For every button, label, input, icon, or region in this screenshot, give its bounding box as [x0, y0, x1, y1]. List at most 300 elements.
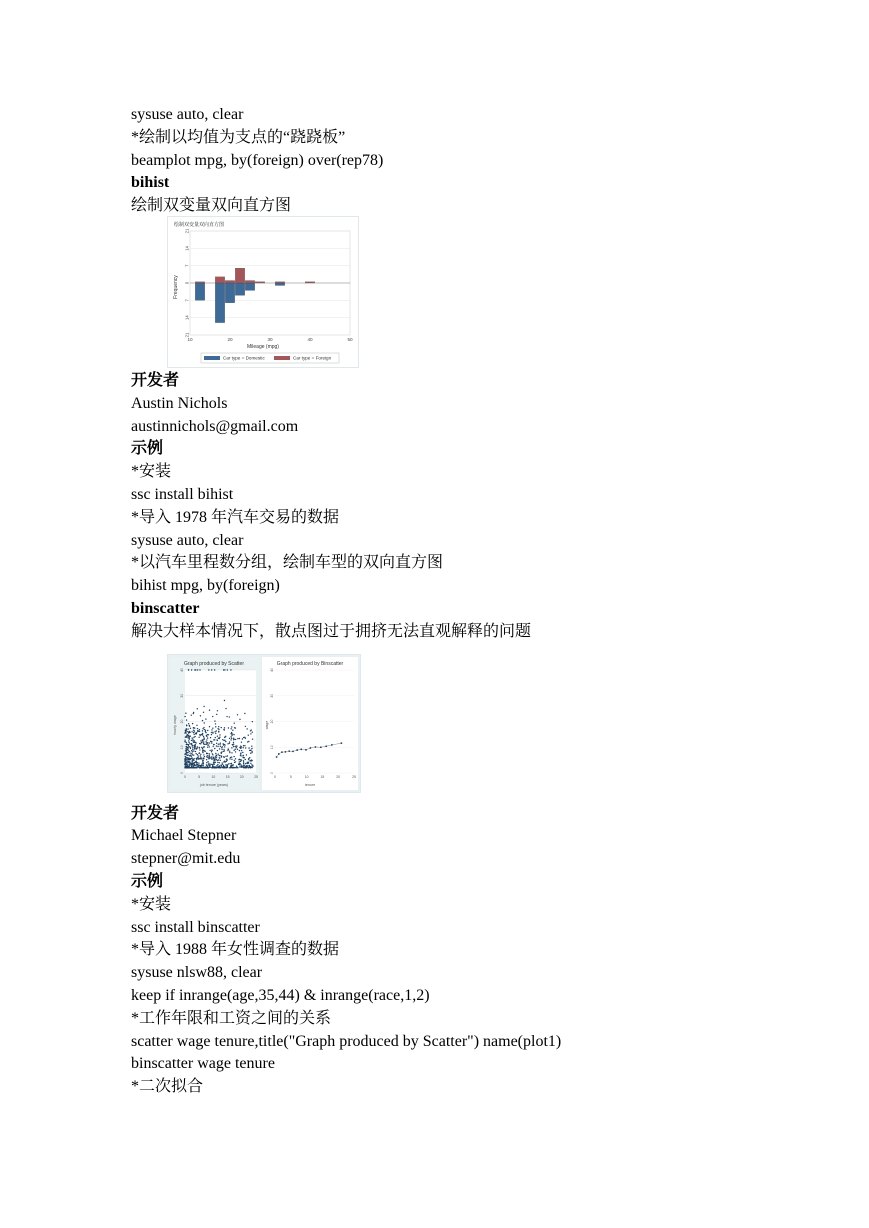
scatter-point [235, 748, 236, 749]
scatter-point [216, 739, 217, 740]
scatter-point [236, 745, 237, 746]
scatter-point [205, 732, 206, 733]
scatter-point [224, 727, 225, 728]
scatter-point [185, 758, 186, 759]
scatter-point [221, 755, 222, 756]
scatter-point [191, 752, 192, 753]
bar-domestic [275, 283, 285, 285]
scatter-point [189, 724, 190, 725]
scatter-point [232, 729, 233, 730]
scatter-point [203, 760, 204, 761]
scatter-point [209, 764, 210, 765]
scatter-point [246, 728, 247, 729]
scatter-point [204, 743, 205, 744]
scatter-point [199, 758, 200, 759]
scatter-point [188, 750, 189, 751]
scatter-point [215, 723, 216, 724]
scatter-point [244, 712, 245, 713]
scatter-point [207, 737, 208, 738]
scatter-point [200, 735, 201, 736]
scatter-point [233, 737, 234, 738]
scatter-point [237, 714, 238, 715]
example-line: *工作年限和工资之间的关系 [131, 1009, 332, 1027]
text-line: sysuse auto, clear [131, 106, 244, 123]
scatter-point [242, 738, 243, 739]
scatter-point [236, 747, 237, 748]
scatter-point [215, 732, 216, 733]
scatter-point [206, 764, 207, 765]
example-label: 示例 [131, 440, 164, 458]
scatter-point [231, 747, 232, 748]
scatter-point [193, 750, 194, 751]
scatter-point [192, 761, 193, 762]
scatter-point [191, 750, 192, 751]
scatter-point [220, 767, 221, 768]
scatter-point [229, 737, 230, 738]
bar-domestic [225, 283, 235, 303]
scatter-point [194, 745, 195, 746]
scatter-point [186, 725, 187, 726]
scatter-point [229, 742, 230, 743]
scatter-point [249, 766, 250, 767]
scatter-point [214, 669, 215, 670]
scatter-point [186, 750, 187, 751]
scatter-point [231, 762, 232, 763]
scatter-point [217, 749, 218, 750]
scatter-point [224, 746, 225, 747]
binscatter-point [296, 749, 298, 751]
example-line: sysuse nlsw88, clear [131, 964, 263, 982]
scatter-point [210, 740, 211, 741]
scatter-point [209, 756, 210, 757]
scatter-point [221, 762, 222, 763]
scatter-point [211, 731, 212, 732]
scatter-point [224, 669, 225, 670]
scatter-point [207, 755, 208, 756]
scatter-point [195, 764, 196, 765]
scatter-point [202, 739, 203, 740]
scatter-point [223, 748, 224, 749]
scatter-point [219, 734, 220, 735]
scatter-point [213, 743, 214, 744]
scatter-point [198, 765, 199, 766]
bar-domestic [195, 283, 205, 300]
scatter-point [199, 669, 200, 670]
scatter-point [219, 737, 220, 738]
scatter-point [203, 741, 204, 742]
scatter-point [229, 767, 230, 768]
x-tick-label: 10 [187, 336, 193, 342]
scatter-point [233, 755, 234, 756]
scatter-point [203, 726, 204, 727]
scatter-point [188, 741, 189, 742]
left-chart-title: Graph produced by Scatter [183, 660, 245, 667]
scatter-point [228, 748, 229, 749]
scatter-point [211, 733, 212, 734]
scatter-point [209, 726, 210, 727]
scatter-point [200, 740, 201, 741]
scatter-point [195, 767, 196, 768]
section-heading: bihist [131, 174, 170, 192]
scatter-point [225, 761, 226, 762]
scatter-point [184, 760, 185, 761]
scatter-point [239, 758, 240, 759]
scatter-point [232, 767, 233, 768]
scatter-point [188, 743, 189, 744]
scatter-point [230, 728, 231, 729]
scatter-point [233, 734, 234, 735]
y-tick-label: 0 [180, 771, 185, 774]
scatter-point [185, 736, 186, 737]
scatter-point [217, 759, 218, 760]
scatter-point [184, 739, 185, 740]
scatter-point [194, 733, 195, 734]
binscatter-point [331, 744, 333, 746]
y-tick-label: 7 [184, 264, 190, 267]
scatter-point [198, 758, 199, 759]
y-tick-label: 21 [184, 332, 190, 338]
legend [201, 353, 339, 363]
legend-swatch-foreign [274, 356, 290, 360]
scatter-point [218, 753, 219, 754]
scatter-point [211, 758, 212, 759]
scatter-point [187, 733, 188, 734]
scatter-point [212, 732, 213, 733]
scatter-point [186, 735, 187, 736]
scatter-point [192, 738, 193, 739]
scatter-point [229, 763, 230, 764]
scatter-point [243, 761, 244, 762]
scatter-point [208, 669, 209, 670]
example-line: *导入 1978 年汽车交易的数据 [131, 508, 340, 526]
scatter-point [240, 752, 241, 753]
scatter-point [206, 752, 207, 753]
scatter-point [198, 746, 199, 747]
scatter-point [214, 762, 215, 763]
scatter-point [222, 743, 223, 744]
scatter-point [209, 749, 210, 750]
scatter-point [233, 749, 234, 750]
scatter-point [218, 743, 219, 744]
scatter-point [191, 742, 192, 743]
scatter-point [241, 741, 242, 742]
scatter-point [193, 736, 194, 737]
scatter-point [245, 747, 246, 748]
scatter-point [219, 736, 220, 737]
scatter-point [197, 728, 198, 729]
scatter-point [220, 765, 221, 766]
bar-domestic [235, 283, 245, 295]
scatter-point [208, 766, 209, 767]
y-tick-label: 0 [184, 281, 190, 285]
y-tick-label: 7 [184, 299, 190, 302]
scatter-point [196, 757, 197, 758]
scatter-point [203, 735, 204, 736]
scatter-point [225, 740, 226, 741]
scatter-point [223, 669, 224, 670]
scatter-point [206, 739, 207, 740]
scatter-point [220, 745, 221, 746]
scatter-point [226, 767, 227, 768]
scatter-point [231, 756, 232, 757]
example-line: ssc install bihist [131, 485, 234, 503]
binscatter-point [300, 748, 302, 750]
scatter-point [197, 754, 198, 755]
scatter-point [204, 722, 205, 723]
scatter-point [237, 748, 238, 749]
left-y-axis-label: hourly wage [173, 714, 177, 735]
scatter-point [227, 669, 228, 670]
scatter-point [204, 755, 205, 756]
x-tick-label: 5 [198, 774, 201, 779]
scatter-point [211, 740, 212, 741]
scatter-point [193, 711, 194, 712]
scatter-point [187, 748, 188, 749]
scatter-point [205, 718, 206, 719]
scatter-point [185, 731, 186, 732]
scatter-point [198, 762, 199, 763]
bar-foreign [215, 277, 225, 283]
scatter-point [245, 762, 246, 763]
scatter-point [205, 766, 206, 767]
scatter-point [218, 728, 219, 729]
scatter-point [226, 715, 227, 716]
left-x-axis-label: job tenure (years) [199, 782, 229, 787]
scatter-point [211, 729, 212, 730]
scatter-point [244, 745, 245, 746]
scatter-point [203, 711, 204, 712]
scatter-point [223, 764, 224, 765]
scatter-point [205, 729, 206, 730]
x-tick-label: 0 [274, 774, 276, 779]
binscatter-point [281, 751, 283, 753]
scatter-point [209, 742, 210, 743]
scatter-point [194, 735, 195, 736]
example-line: *安装 [131, 895, 172, 913]
scatter-point [229, 716, 230, 717]
scatter-point [216, 745, 217, 746]
scatter-point [250, 762, 251, 763]
scatter-point [235, 738, 236, 739]
scatter-point [189, 764, 190, 765]
scatter-point [206, 743, 207, 744]
example-line: binscatter wage tenure [131, 1055, 275, 1073]
scatter-point [230, 669, 231, 670]
scatter-point [222, 739, 223, 740]
scatter-point [219, 743, 220, 744]
scatter-point [246, 766, 247, 767]
scatter-point [224, 744, 225, 745]
scatter-point [239, 761, 240, 762]
binscatter-point [285, 751, 287, 753]
legend-label-domestic: Car type = Domestic [223, 355, 265, 361]
scatter-point [189, 755, 190, 756]
scatter-point [197, 730, 198, 731]
scatter-point [212, 757, 213, 758]
bar-foreign [235, 268, 245, 283]
scatter-point [220, 759, 221, 760]
scatter-point [188, 740, 189, 741]
scatter-point [233, 764, 234, 765]
scatter-point [226, 764, 227, 765]
text-line: beamplot mpg, by(foreign) over(rep78) [131, 151, 384, 169]
scatter-point [184, 715, 185, 716]
scatter-point [233, 741, 234, 742]
scatter-point [234, 761, 235, 762]
scatter-point [188, 766, 189, 767]
scatter-point [201, 741, 202, 742]
scatter-point [196, 758, 197, 759]
scatter-point [203, 758, 204, 759]
scatter-point [207, 756, 208, 757]
scatter-point [250, 733, 251, 734]
example-line: *导入 1988 年女性调查的数据 [131, 941, 340, 959]
scatter-point [227, 743, 228, 744]
scatter-point [192, 740, 193, 741]
binscatter-point [288, 750, 290, 752]
scatter-point [230, 733, 231, 734]
y-tick-label: 14 [184, 315, 190, 320]
scatter-point [201, 733, 202, 734]
scatter-point [186, 758, 187, 759]
scatter-point [245, 725, 246, 726]
x-tick-label: 5 [289, 774, 292, 779]
scatter-point [226, 759, 227, 760]
scatter-point [196, 724, 197, 725]
scatter-point [251, 750, 252, 751]
scatter-point [223, 756, 224, 757]
developer-email: austinnichols@gmail.com [131, 417, 299, 435]
scatter-point [230, 736, 231, 737]
scatter-point [184, 763, 185, 764]
y-tick-label: 30 [270, 693, 275, 698]
scatter-point [231, 764, 232, 765]
scatter-point [231, 758, 232, 759]
x-tick-label: 30 [267, 336, 273, 342]
scatter-point [246, 754, 247, 755]
scatter-point [231, 752, 232, 753]
example-line: keep if inrange(age,35,44) & inrange(race,1,2) [131, 986, 430, 1004]
scatter-point [189, 743, 190, 744]
scatter-point [192, 745, 193, 746]
scatter-point [186, 761, 187, 762]
y-tick-label: 40 [180, 667, 185, 672]
scatter-point [217, 764, 218, 765]
binscatter-point [278, 753, 280, 755]
scatter-point [200, 755, 201, 756]
scatter-point [190, 735, 191, 736]
scatter-point [229, 750, 230, 751]
scatter-point [192, 754, 193, 755]
y-tick-label: 10 [270, 744, 275, 749]
scatter-point [200, 743, 201, 744]
scatter-point [186, 743, 187, 744]
section-description: 解决大样本情况下，散点图过于拥挤无法直观解释的问题 [131, 622, 532, 640]
scatter-point [241, 766, 242, 767]
scatter-point [224, 739, 225, 740]
scatter-point [214, 731, 215, 732]
y-tick-label: 10 [180, 744, 185, 749]
developer-email: stepner@mit.edu [131, 850, 241, 868]
scatter-point [200, 753, 201, 754]
x-axis-label: Mileage (mpg) [247, 343, 279, 350]
scatter-point [194, 748, 195, 749]
scatter-point [211, 767, 212, 768]
scatter-point [186, 746, 187, 747]
y-tick-label: 40 [270, 667, 275, 672]
scatter-point [215, 726, 216, 727]
developer-name: Michael Stepner [131, 827, 237, 845]
scatter-point [203, 742, 204, 743]
scatter-point [234, 727, 235, 728]
x-tick-label: 50 [347, 336, 353, 342]
scatter-point [188, 735, 189, 736]
x-tick-label: 20 [336, 774, 341, 779]
right-x-axis-label: tenure [304, 782, 316, 787]
x-tick-label: 20 [227, 336, 233, 342]
scatter-point [229, 741, 230, 742]
scatter-point [194, 746, 195, 747]
scatter-point [187, 728, 188, 729]
scatter-point [216, 713, 217, 714]
scatter-point [209, 709, 210, 710]
scatter-point [243, 760, 244, 761]
section-heading: binscatter [131, 599, 200, 617]
scatter-point [211, 669, 212, 670]
scatter-point [239, 737, 240, 738]
scatter-point [221, 747, 222, 748]
scatter-point [250, 752, 251, 753]
scatter-point [202, 730, 203, 731]
scatter-point [217, 761, 218, 762]
scatter-point [245, 758, 246, 759]
scatter-point [231, 766, 232, 767]
scatter-point [235, 758, 236, 759]
scatter-point [207, 729, 208, 730]
scatter-point [188, 723, 189, 724]
scatter-point [186, 719, 187, 720]
scatter-point [200, 765, 201, 766]
bar-foreign [245, 281, 255, 283]
scatter-point [252, 731, 253, 732]
scatter-point [190, 727, 191, 728]
scatter-point [241, 750, 242, 751]
scatter-point [193, 731, 194, 732]
scatter-point [218, 765, 219, 766]
scatter-point [203, 764, 204, 765]
scatter-point [197, 708, 198, 709]
scatter-point [244, 757, 245, 758]
scatter-point [209, 746, 210, 747]
scatter-point [221, 748, 222, 749]
x-tick-label: 10 [211, 774, 216, 779]
scatter-point [227, 755, 228, 756]
scatter-point [252, 764, 253, 765]
scatter-point [188, 732, 189, 733]
scatter-point [203, 763, 204, 764]
scatter-point [218, 767, 219, 768]
scatter-point [186, 752, 187, 753]
scatter-point [190, 758, 191, 759]
scatter-point [215, 752, 216, 753]
scatter-point [225, 707, 226, 708]
scatter-point [192, 748, 193, 749]
scatter-point [199, 749, 200, 750]
scatter-point [247, 741, 248, 742]
scatter-point [233, 743, 234, 744]
scatter-point [214, 739, 215, 740]
scatter-point [184, 740, 185, 741]
